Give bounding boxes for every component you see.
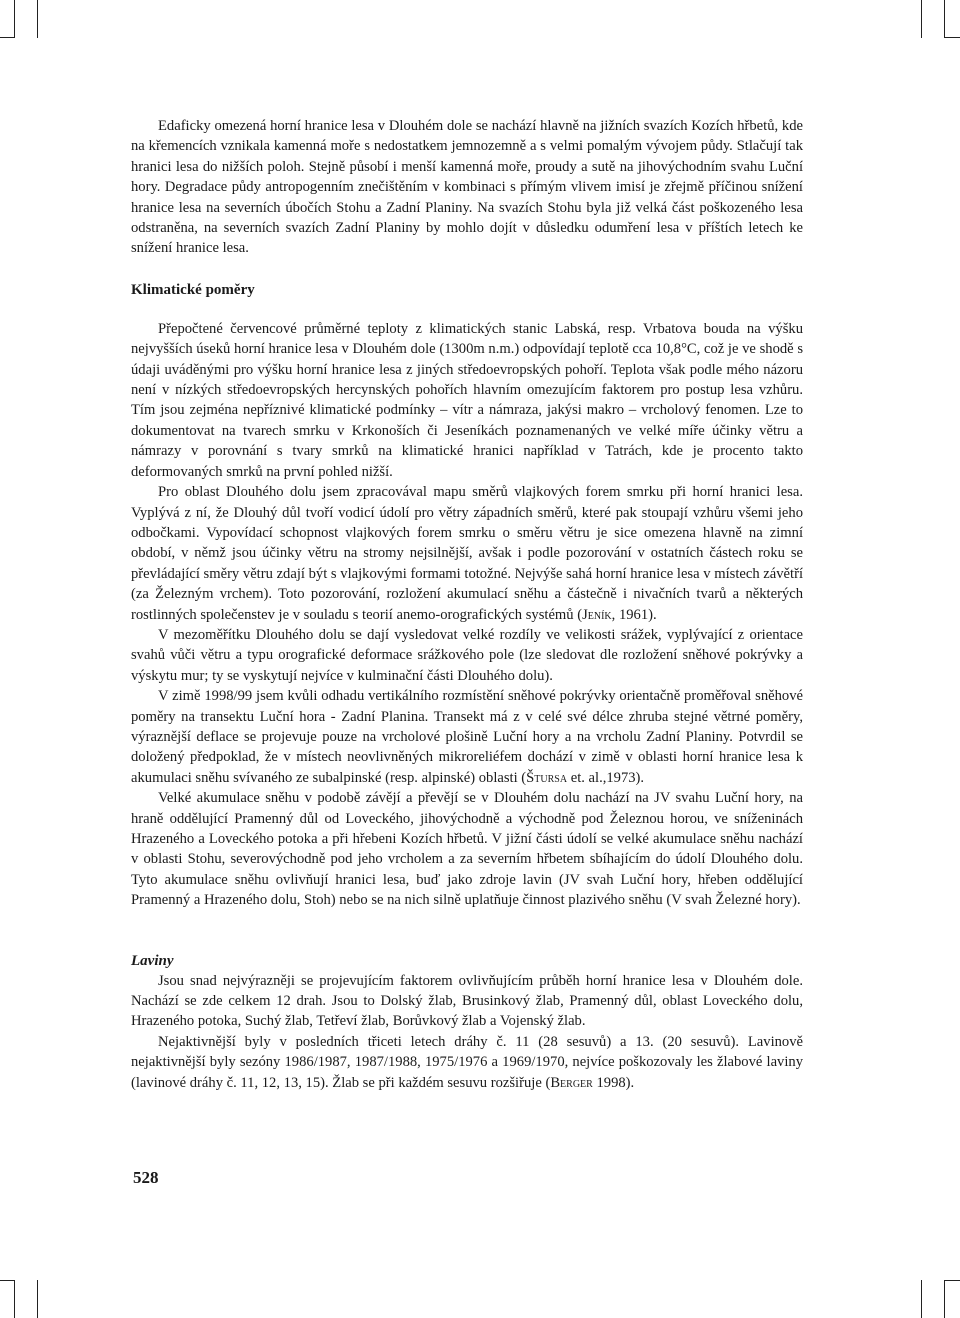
- crop-mark: [945, 37, 960, 38]
- climate-paragraph-1: Přepočtené červencové průměrné teploty z klimatických stanic Labská, resp. Vrbatova bouda na výšku nejvyšších úseků horní hranice lesa v Dlouhém dole (1300m n.m.) odpovídají teplotě cca 10,8°C, což je ve shodě s údaji uváděnými pro výšku horní hranice lesa z jiných středoevropských pohoří. Teplota však podle mého názoru není v nízkých středoevropských hercynských pohořích hlavním omezujícím faktorem pro postup lesa vzhůru. Tím jsou zejména nepříznivé klimatické podmínky – vítr a námraza, jakýsi makro – vrcholový fenomen. Lze to dokumentovat na tvarech smrku v Krkonoších či Jeseníkách poznamenaných ve velké míře účinky větru a námrazy v porovnání s tvary smrků na klimatické hranici například v Tatrách, kde je procento takto deformovaných smrků na první pohled nižší.: [131, 320, 803, 480]
- citation-author: Jeník: [582, 606, 612, 623]
- crop-mark: [0, 37, 14, 38]
- text-run: V zimě 1998/99 jsem kvůli odhadu vertikálního rozmístění sněhové pokrývky orientačně proměřoval sněhové poměry na transektu Luční hora - Zadní Planina. Transekt má z v celé své délce zhruba stejné větrné poměry, výraznější deflace se projevuje pouze na vrcholové plošině Luční hory a na vrcholu Zadní Planiny. Potvrdil se doložený předpoklad, že v místech neovlivněných mikroreliéfem dochází v zimě v oblasti horní hranice lesa k akumulaci sněhu svívaného ze subalpinské (resp. alpinské) oblasti (: [131, 688, 803, 786]
- intro-paragraph: Edaficky omezená horní hranice lesa v Dlouhém dole se nachází hlavně na jižních svazích Kozích hřbetů, kde na křemencích vznikala kamenná moře s nedostatkem jemnozemně a s velmi pomalým vývojem půdy. Stlačují tak hranici lesa do nižších poloh. Stejně působí i menší kamenná moře, proudy a sutě na jihovýchodním svahu Luční hory. Degradace půdy antropogenním znečištěním v kombinaci s přímým vlivem imisí je zřejmě příčinou snížení hranice lesa na severních úbočích Stohu a Zadní Planiny. Na svazích Stohu byla již velká část poškozeného lesa odstraněna, na severních svazích Zadní Planiny by mohlo dojít v důsledku odumření lesa v příštích letech ke snížení hranice lesa.: [131, 118, 803, 257]
- crop-mark: [944, 0, 945, 38]
- climate-paragraph-2: [131, 482, 803, 625]
- crop-mark: [14, 0, 15, 38]
- crop-mark: [944, 1280, 945, 1318]
- text-run: , 1961).: [611, 606, 657, 623]
- climate-paragraph-4: [131, 686, 803, 788]
- page-number: 528: [133, 1168, 159, 1187]
- crop-mark: [945, 1280, 960, 1281]
- page-body: [131, 116, 803, 1093]
- avalanche-paragraph-2: [131, 1032, 803, 1093]
- crop-mark: [14, 1280, 15, 1318]
- section-heading-avalanche: Laviny: [131, 952, 174, 969]
- text-run: Pro oblast Dlouhého dolu jsem zpracovával mapu směrů vlajkových forem smrku při horní hranici lesa. Vyplývá z ní, že Dlouhý důl tvoří vodicí údolí pro větry západních směrů, které pak stoupají vzhůru všemi jeho odbočkami. Vypovídací schopnost vlajkových forem smrku o směru větru je sice omezena hlavně na zimní období, v němž jsou účinky větru na stromy nejsilnější, avšak i podle pozorování v ostatních částech roku se převládající směry větru zdají být s vlajkovými formami totožné. Nejvýše sahá horní hranice lesa v místech závětří (za Železným vrchem). Toto pozorování, rozložení akumulací sněhu a částečně i nivačních tvarů a některých rostlinných společenstev je v souladu s teorií anemo-orografických systémů (: [131, 484, 803, 623]
- text-run: Nejaktivnější byly v posledních třiceti letech dráhy č. 11 (28 sesuvů) a 13. (20 sesuvů). Lavinově nejaktivnější byly sezóny 1986/1987, 1987/1988, 1975/1976 a 1969/1970, nejvíce poškozovaly les žlabové laviny (lavinové dráhy č. 11, 12, 13, 15). Žlab se při každém sesuvu rozšiřuje (: [131, 1033, 803, 1091]
- text-run: 1998).: [592, 1074, 635, 1091]
- climate-paragraph-5: Velké akumulace sněhu v podobě závějí a převějí se v Dlouhém dolu nachází na JV svahu Luční hory, na hraně oddělující Pramenný důl od Loveckého, jihovýchodně a východně pod Železnou horou, ve sníženinách Hrazeného a Loveckého potoka a při hřebeni Kozích hřbetů. V jižní části údolí se velké akumulace sněhu nachází v oblasti Stohu, severovýchodně pod jeho vrcholem a za severním hřbetem sbíhajícím do údolí Dlouhého dolu. Tyto akumulace sněhu ovlivňují hranici lesa, buď jako zdroje lavin (JV svah Luční hory, hřeben oddělující Pramenný a Hrazeného dolu, Stoh) nebo se na nich silně uplatňuje činnost plazivého sněhu (V svah Železné hory).: [131, 790, 803, 909]
- crop-mark: [921, 1280, 922, 1318]
- citation-author: Berger: [550, 1074, 593, 1091]
- crop-mark: [37, 0, 38, 38]
- crop-mark: [0, 1280, 14, 1281]
- text-run: et. al.,1973).: [567, 769, 645, 786]
- climate-paragraph-3: V mezoměřítku Dlouhého dolu se dají vysledovat velké rozdíly ve velikosti srážek, vyplývající z orientace svahů vůči větru a typu orografické deformace srážkového pole (lze sledovat dle rozložení sněhové pokrývky a výskytu mur; ty se vyskytují nejvíce v kulminační části Dlouhého dolu).: [131, 626, 803, 684]
- citation-author: Štursa: [526, 769, 568, 786]
- crop-mark: [921, 0, 922, 38]
- avalanche-paragraph-1: Jsou snad nejvýrazněji se projevujícím faktorem ovlivňujícím průběh horní hranice lesa v Dlouhém dole. Nachází se zde celkem 12 drah. Jsou to Dolský žlab, Brusinkový žlab, Pramenný důl, oblast Loveckého dolu, Hrazeného potoka, Suchý žlab, Tetřeví žlab, Borůvkový žlab a Vojenský žlab.: [131, 972, 803, 1030]
- crop-mark: [37, 1280, 38, 1318]
- section-heading-climate: Klimatické poměry: [131, 281, 255, 298]
